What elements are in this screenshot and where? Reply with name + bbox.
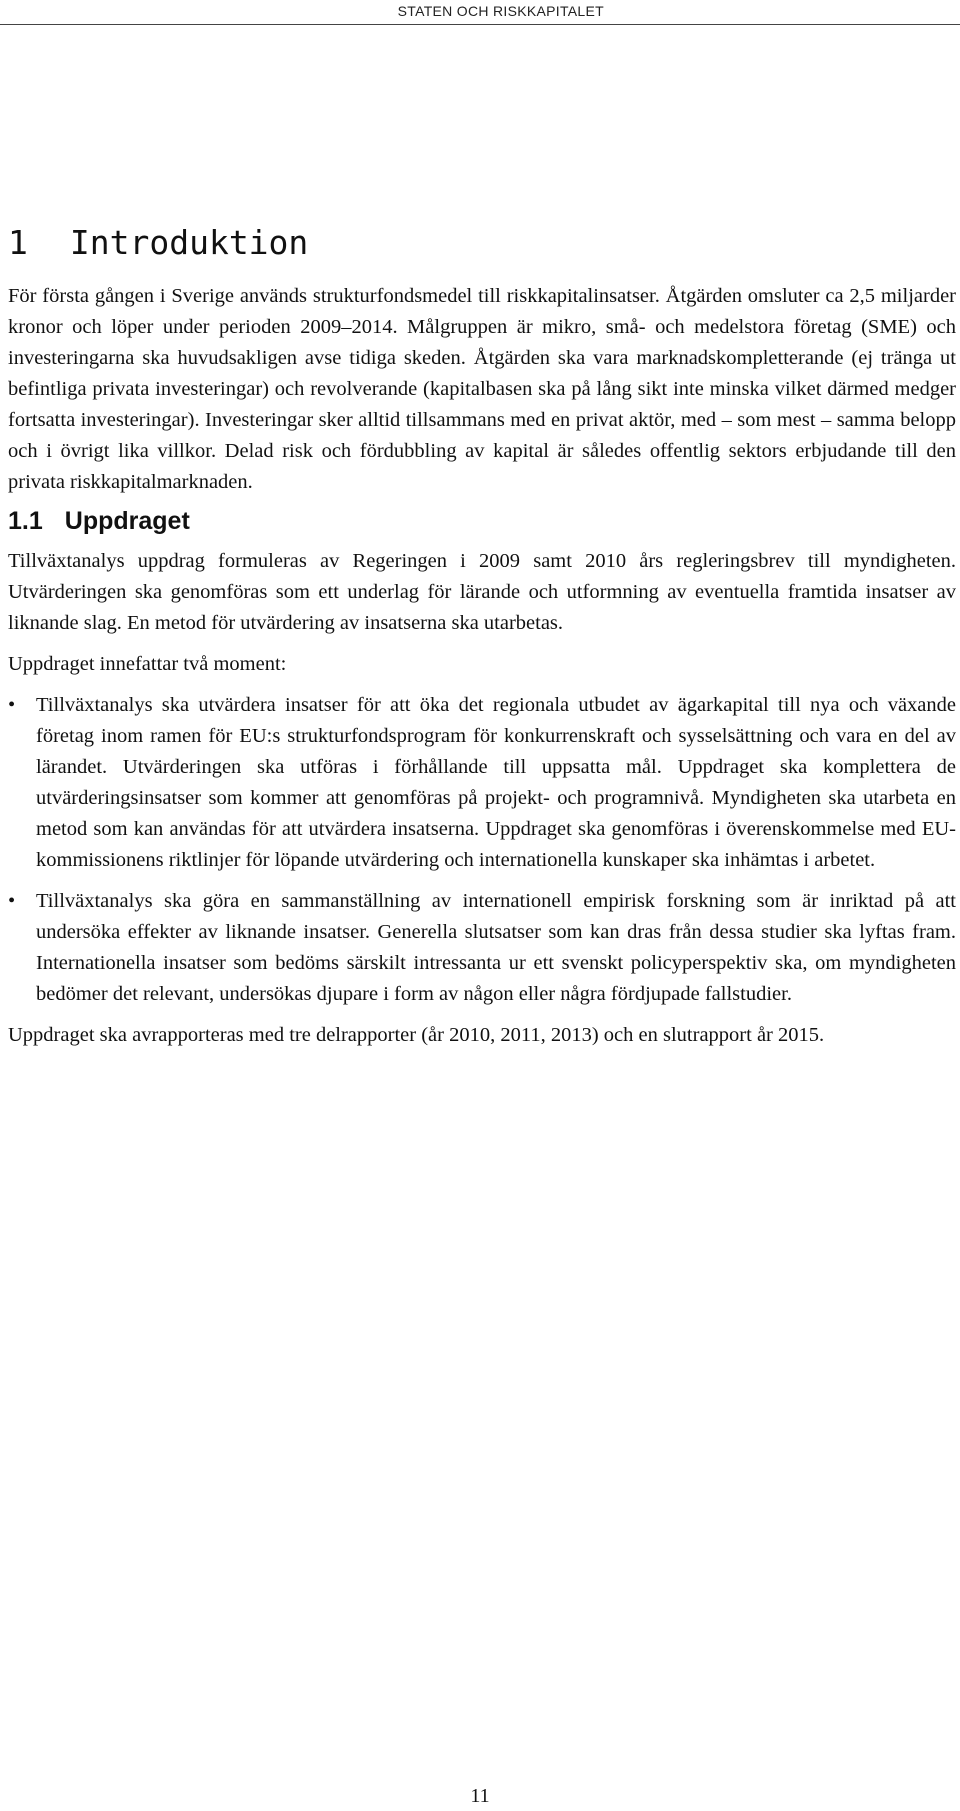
- page-content: [8, 223, 956, 1061]
- list-item: [8, 886, 956, 1010]
- page-number: 11: [470, 1785, 490, 1807]
- section-paragraph-1: Tillväxtanalys uppdrag formuleras av Regeringen i 2009 samt 2010 års regleringsbrev till myndigheten. Utvärderingen ska genomföras som ett underlag för lärande och utformning av eventuella framtida insatser av liknande slag. En metod för utvärdering av insatserna ska utarbetas.: [8, 549, 956, 634]
- chapter-heading: [8, 223, 956, 262]
- list-item-text: Tillväxtanalys ska utvärdera insatser för att öka det regionala utbudet av ägarkapital till nya och växande företag inom ramen för EU:s strukturfondsprogram för konkurrenskraft och sysselsättning och vara en del av lärandet. Utvärderingen ska utföras i förhållande till uppsatta mål. Uppdraget ska komplettera de utvärderingsinsatser som kommer att genomföras på projekt- och programnivå. Myndigheten ska utarbeta en metod som kan användas för att utvärdera insatserna. Uppdraget ska genomföras i överenskommelse med EU-kommissionens riktlinjer för löpande utvärdering och internationella kunskaper ska inhämtas i arbetet.: [36, 693, 956, 871]
- list-item: [8, 690, 956, 876]
- chapter-number: 1: [8, 223, 28, 262]
- section-paragraph-2: Uppdraget innefattar två moment:: [8, 652, 287, 675]
- bullet-icon: •: [8, 889, 16, 912]
- section-heading: [8, 508, 956, 536]
- section-title: Uppdraget: [64, 507, 190, 535]
- section-number: 1.1: [8, 507, 43, 535]
- intro-paragraph: För första gången i Sverige används strukturfondsmedel till riskkapitalinsatser. Åtgärden omsluter ca 2,5 miljarder kronor och löper under perioden 2009–2014. Målgruppen är mikro, små- och medelstora företag (SME) och investeringarna ska huvudsakligen avse tidiga skeden. Åtgärden ska vara marknadskompletterande (ej tränga ut befintliga privata investeringar) och revolverande (kapitalbasen ska på lång sikt inte minska vilket därmed medger fortsatta investeringar). Investeringar sker alltid tillsammans med en privat aktör, med – som mest – samma belopp och i övrigt lika villkor. Delad risk och fördubbling av kapital är således offentlig sektors erbjudande till den privata riskkapitalmarknaden.: [8, 285, 956, 493]
- list-item-text: Tillväxtanalys ska göra en sammanställning av internationell empirisk forskning som är inriktad på att undersöka effekter av liknande insatser. Generella slutsatser som kan dras från dessa studier ska lyftas fram. Internationella insatser som bedöms särskilt intressanta ur ett svenskt policyperspektiv ska, om myndigheten bedömer det relevant, undersökas djupare i form av någon eller några fördjupade fallstudier.: [36, 889, 956, 1005]
- running-header-title: STATEN OCH RISKKAPITALET: [397, 3, 604, 19]
- chapter-title: Introduktion: [69, 223, 309, 262]
- section-paragraph-3: Uppdraget ska avrapporteras med tre delrapporter (år 2010, 2011, 2013) och en slutrapport år 2015.: [8, 1023, 825, 1046]
- assignment-bullet-list: [8, 690, 956, 1010]
- bullet-icon: •: [8, 693, 16, 716]
- running-header: [0, 0, 960, 25]
